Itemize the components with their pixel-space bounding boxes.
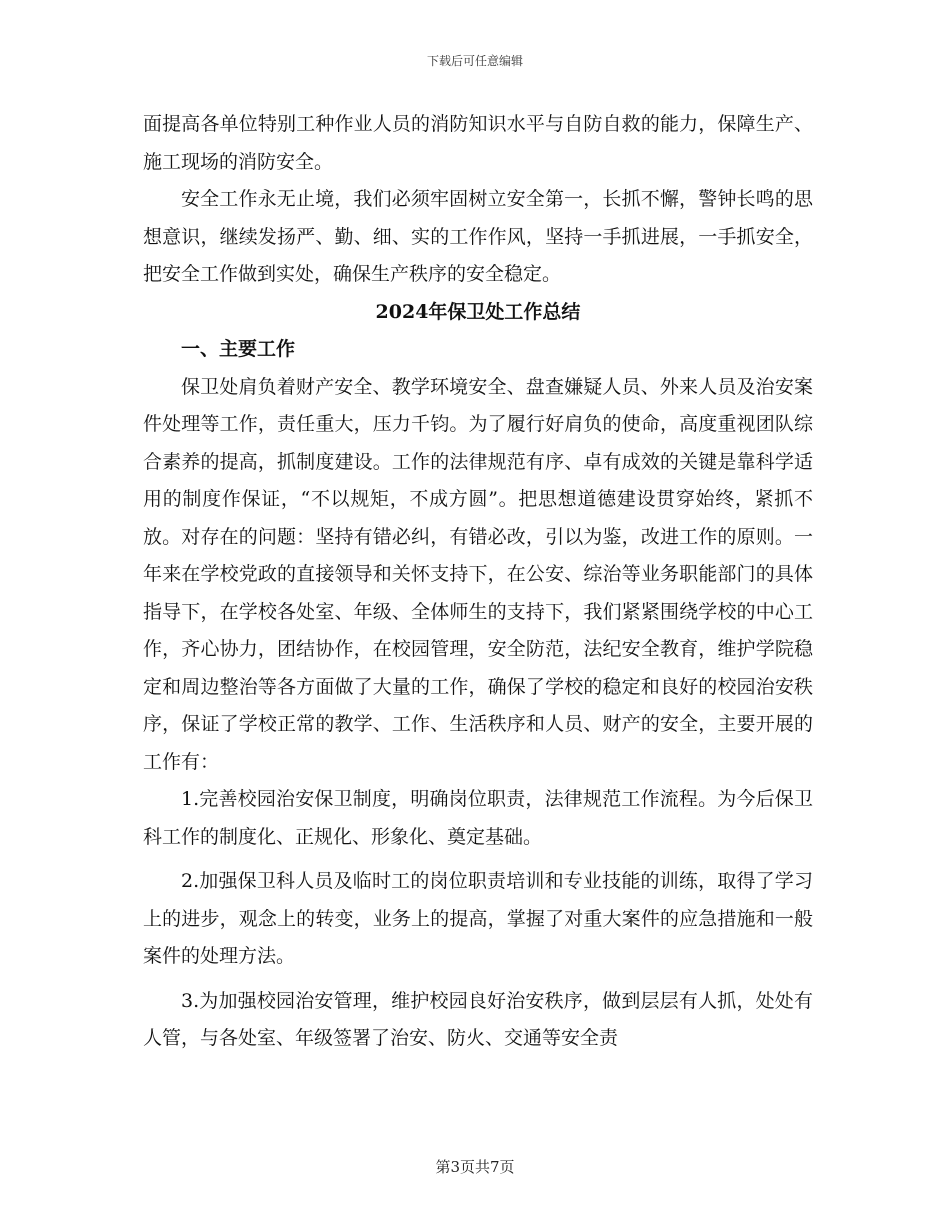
list-item: 2.加强保卫科人员及临时工的岗位职责培训和专业技能的训练，取得了学习上的进步，观念上的转变，业务上的提高，掌握了对重大案件的应急措施和一般案件的处理方法。 (143, 870, 813, 967)
page-footer: 第3页共7页 (435, 1158, 515, 1176)
list-item: 1.完善校园治安保卫制度，明确岗位职责，法律规范工作流程。为今后保卫科工作的制度化、正规化、形象化、奠定基础。 (143, 788, 813, 848)
document-body (143, 106, 813, 1058)
section-heading: 一、主要工作 (181, 338, 296, 360)
paragraph: 面提高各单位特别工种作业人员的消防知识水平与自防自救的能力，保障生产、施工现场的消防安全。 (143, 113, 813, 173)
paragraph: 安全工作永无止境，我们必须牢固树立安全第一，长抓不懈，警钟长鸣的思想意识，继续发扬严、勤、细、实的工作作风，坚持一手抓进展，一手抓安全，把安全工作做到实处，确保生产秩序的安全稳定。 (143, 188, 813, 285)
document-title: 2024年保卫处工作总结 (375, 300, 581, 323)
page-header: 下载后可任意编辑 (426, 54, 523, 68)
paragraph: 保卫处肩负着财产安全、教学环境安全、盘查嫌疑人员、外来人员及治安案件处理等工作，责任重大，压力千钧。为了履行好肩负的使命，高度重视团队综合素养的提高，抓制度建设。工作的法律规范有序、卓有成效的关键是靠科学适用的制度作保证，“不以规矩，不成方圆”。把思想道德建设贯穿始终，紧抓不放。对存在的问题：坚持有错必纠，有错必改，引以为鉴，改进工作的原则。一年来在学校党政的直接领导和关怀支持下，在公安、综治等业务职能部门的具体指导下，在学校各处室、年级、全体师生的支持下，我们紧紧围绕学校的中心工作，齐心协力，团结协作，在校园管理，安全防范，法纪安全教育，维护学院稳定和周边整治等各方面做了大量的工作，确保了学校的稳定和良好的校园治安秩序，保证了学校正常的教学、工作、生活秩序和人员、财产的安全，主要开展的工作有： (143, 375, 813, 773)
list-item: 3.为加强校园治安管理，维护校园良好治安秩序，做到层层有人抓，处处有人管，与各处室、年级签署了治安、防火、交通等安全责 (143, 989, 813, 1049)
